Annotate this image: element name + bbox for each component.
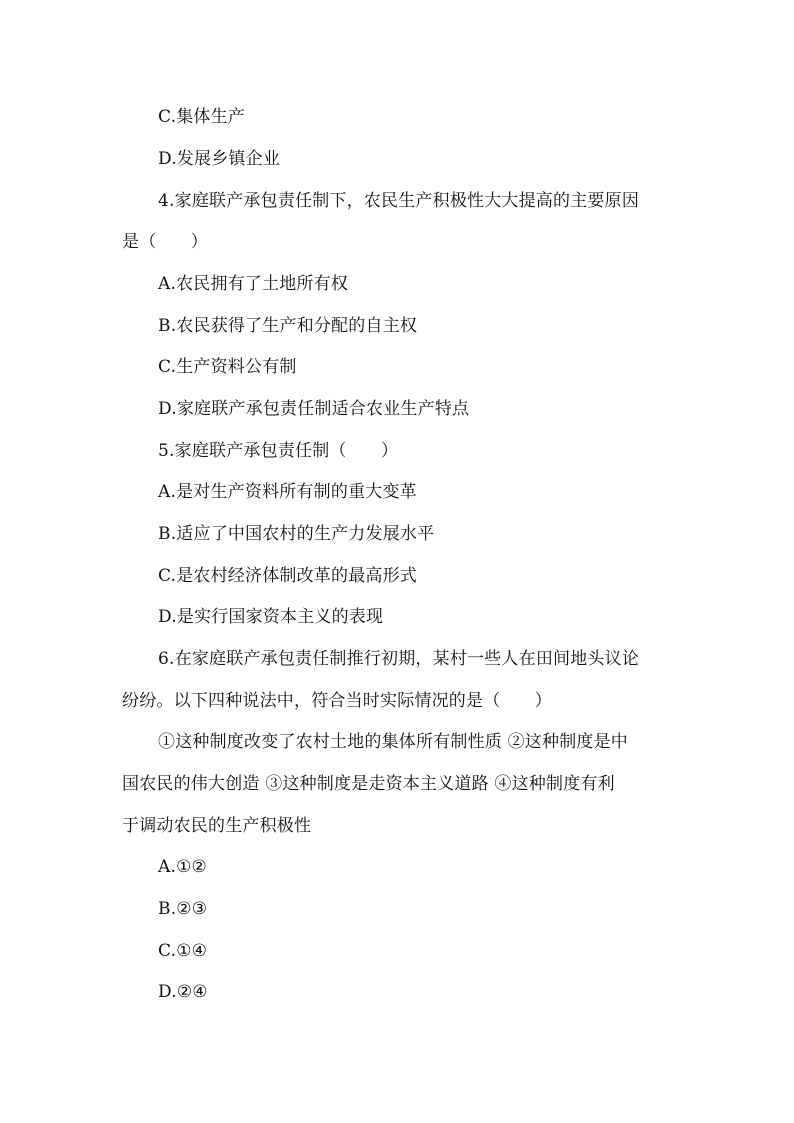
- q4-option-d: D.家庭联产承包责任制适合农业生产特点: [158, 399, 470, 419]
- q6-option-a: A.①②: [158, 857, 207, 877]
- q4-option-a: A.农民拥有了土地所有权: [158, 274, 349, 294]
- q6-statements-line3: 于调动农民的生产积极性: [122, 816, 312, 836]
- q6-statements-line1: ①这种制度改变了农村土地的集体所有制性质 ②这种制度是中: [158, 732, 629, 752]
- q6-option-c: C.①④: [158, 941, 208, 961]
- q4-option-c: C.生产资料公有制: [158, 357, 297, 377]
- q4-stem-line2: 是（ ）: [122, 232, 208, 252]
- q3-option-c: C.集体生产: [158, 107, 246, 127]
- q4-stem-line1: 4.家庭联产承包责任制下，农民生产积极性大大提高的主要原因: [158, 191, 640, 211]
- q5-option-d: D.是实行国家资本主义的表现: [158, 607, 384, 627]
- q6-option-b: B.②③: [158, 899, 208, 919]
- q6-stem-line2: 纷纷。以下四种说法中，符合当时实际情况的是（ ）: [122, 691, 552, 711]
- q5-stem: 5.家庭联产承包责任制（ ）: [158, 441, 399, 461]
- q3-option-d: D.发展乡镇企业: [158, 149, 281, 169]
- q6-stem-line1: 6.在家庭联产承包责任制推行初期，某村一些人在田间地头议论: [158, 649, 640, 669]
- q5-option-c: C.是农村经济体制改革的最高形式: [158, 566, 418, 586]
- q6-option-d: D.②④: [158, 982, 208, 1002]
- q6-statements-line2: 国农民的伟大创造 ③这种制度是走资本主义道路 ④这种制度有利: [122, 774, 615, 794]
- q4-option-b: B.农民获得了生产和分配的自主权: [158, 316, 418, 336]
- q5-option-a: A.是对生产资料所有制的重大变革: [158, 482, 417, 502]
- q5-option-b: B.适应了中国农村的生产力发展水平: [158, 524, 435, 544]
